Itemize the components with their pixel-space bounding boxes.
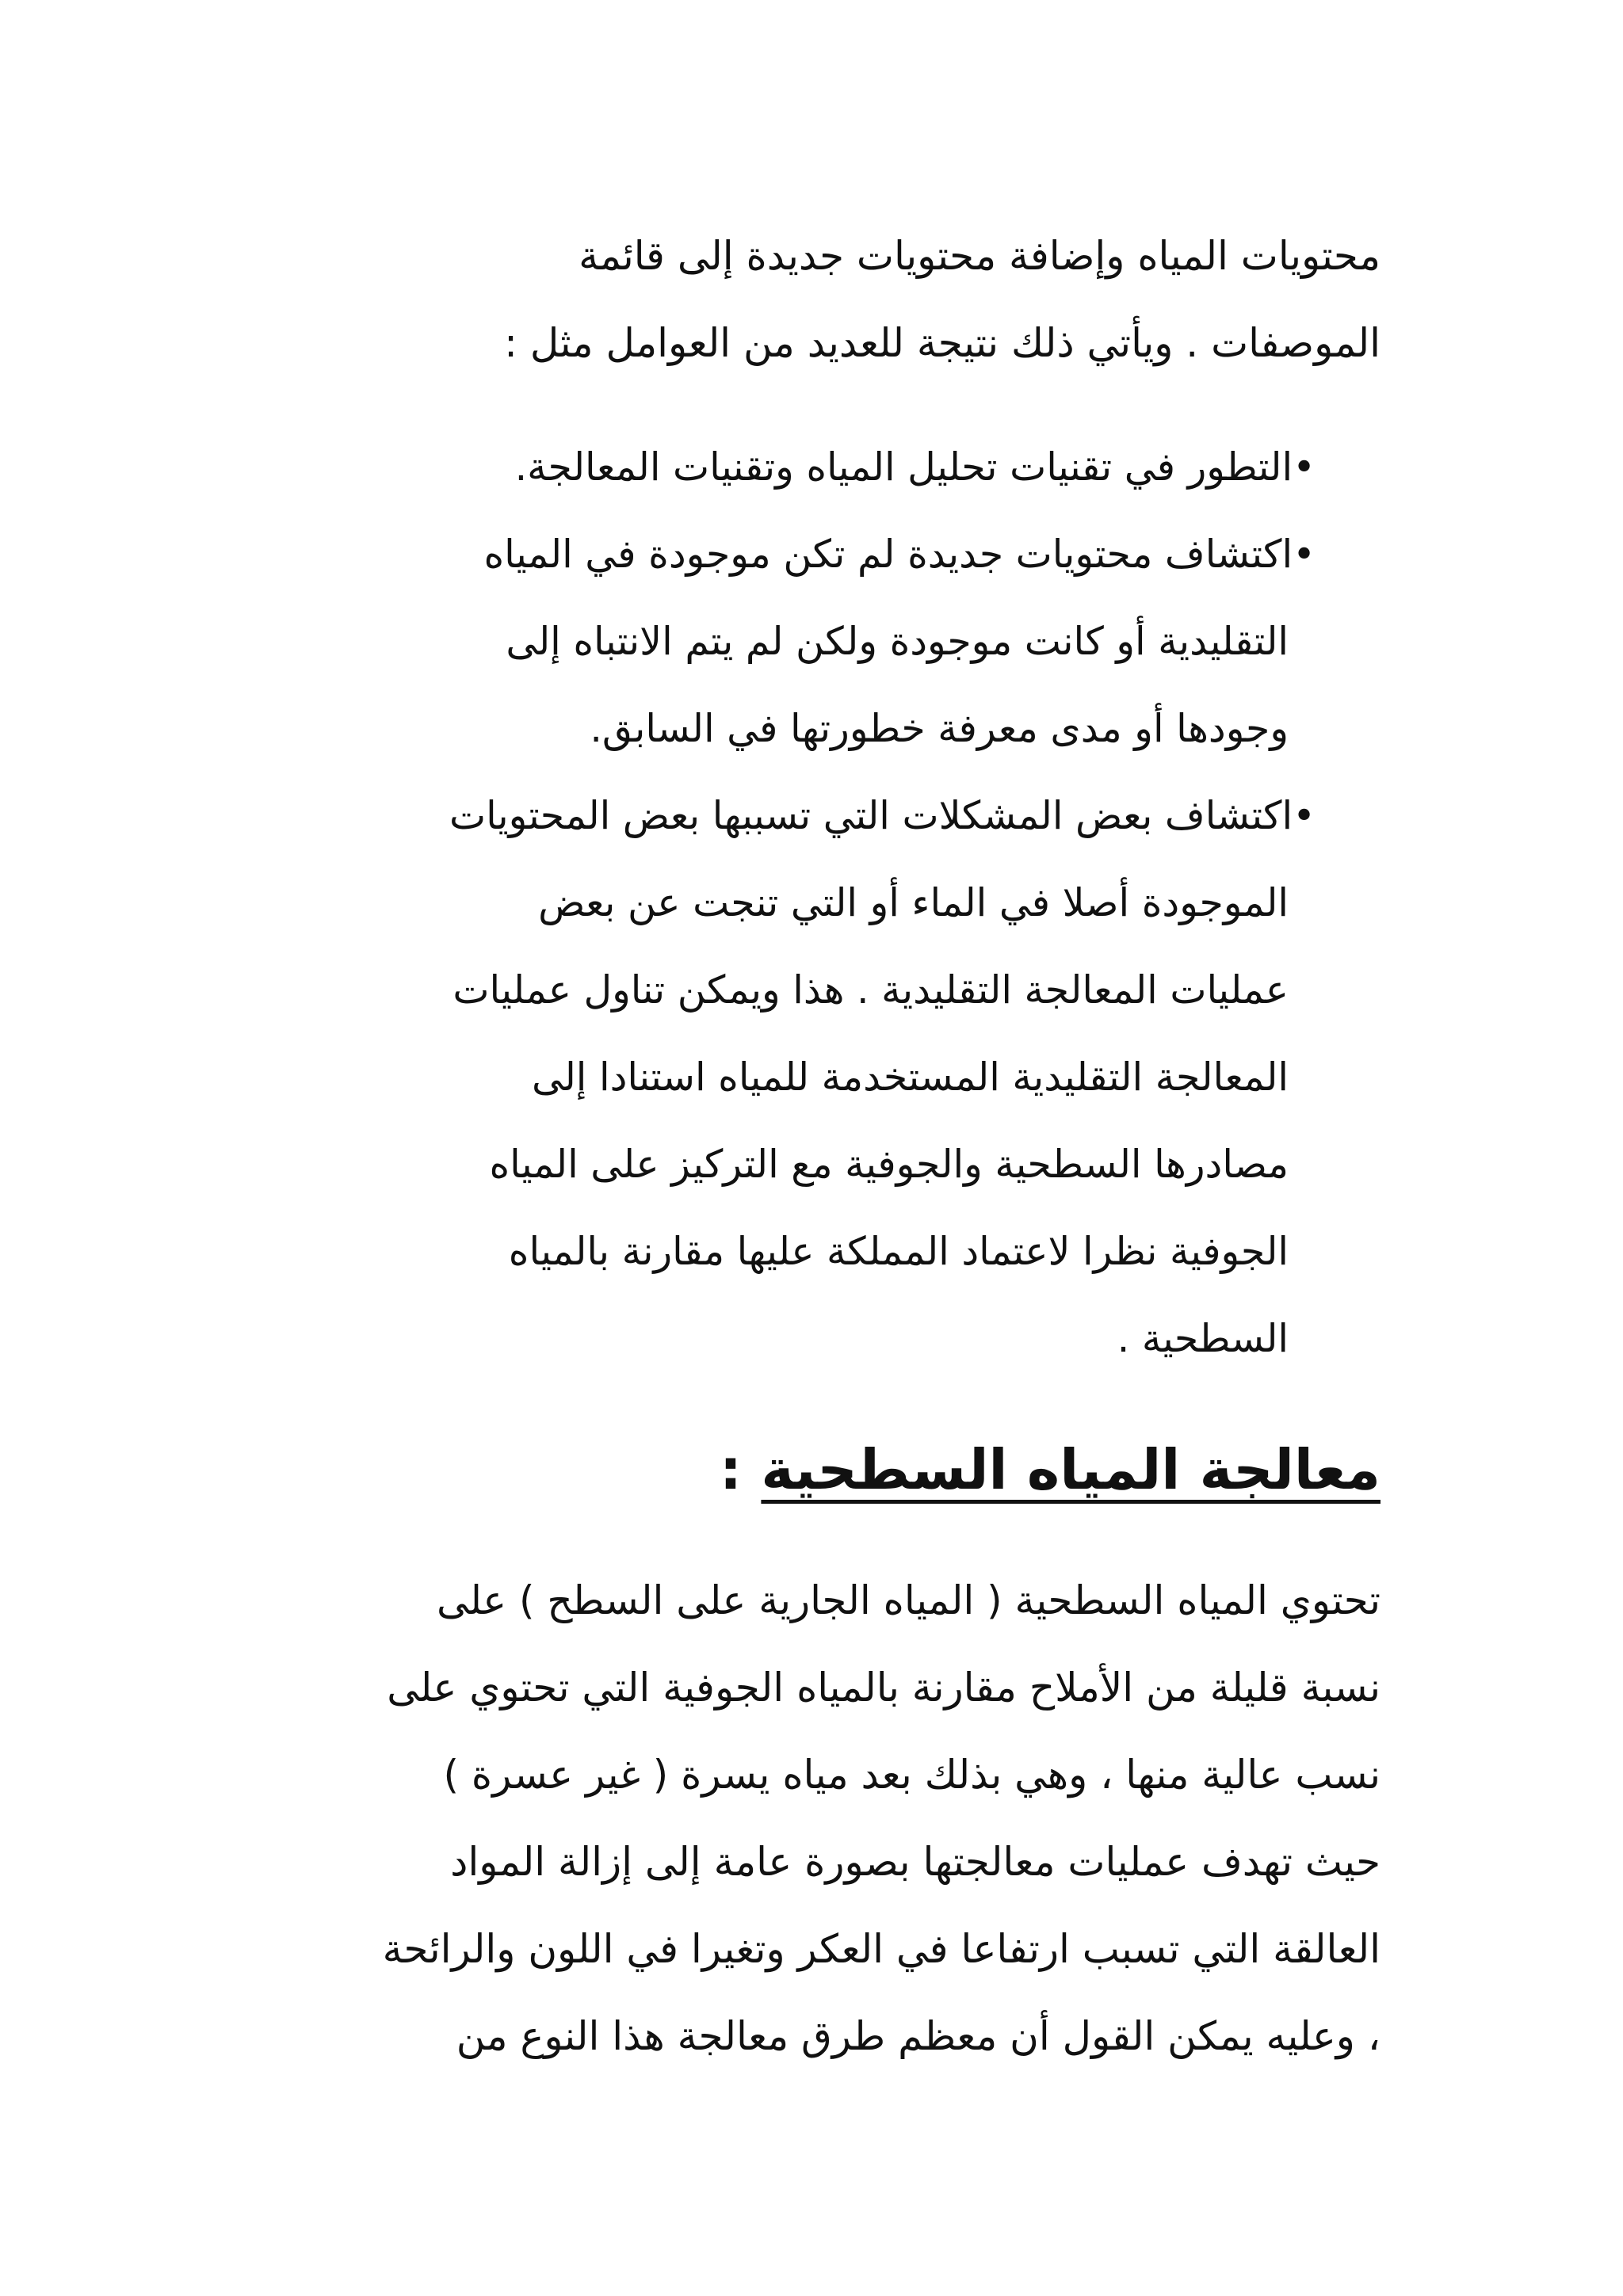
bullet-continuation: وجودها أو مدى معرفة خطورتها في السابق. bbox=[590, 706, 1289, 751]
body-line: نسبة قليلة من الأملاح مقارنة بالمياه الجوفية التي تحتوي على bbox=[387, 1665, 1381, 1711]
bullet-continuation: عمليات المعالجة التقليدية . هذا ويمكن تناول عمليات bbox=[453, 967, 1289, 1013]
bullet-continuation: الموجودة أصلا في الماء أو التي تنجت عن بعض bbox=[538, 880, 1289, 925]
bullet-continuation: السطحية . bbox=[1117, 1316, 1289, 1361]
body-line: ، وعليه يمكن القول أن معظم طرق معالجة هذا النوع من bbox=[456, 2013, 1381, 2059]
bullet-continuation: المعالجة التقليدية المستخدمة للمياه استنادا إلى bbox=[532, 1055, 1289, 1100]
section-heading-colon: : bbox=[720, 1437, 762, 1502]
body-line: تحتوي المياه السطحية ( المياه الجارية على السطح ) على bbox=[437, 1577, 1381, 1623]
bullet-continuation: التقليدية أو كانت موجودة ولكن لم يتم الانتباه إلى bbox=[506, 619, 1289, 664]
bullet-item: •التطور في تقنيات تحليل المياه وتقنيات المعالجة. bbox=[514, 444, 1316, 490]
section-heading bbox=[720, 1437, 1381, 1502]
body-line: العالقة التي تسبب ارتفاعا في العكر وتغيرا في اللون والرائحة bbox=[382, 1926, 1381, 1972]
intro-line: محتويات المياه وإضافة محتويات جديدة إلى قائمة bbox=[579, 233, 1381, 279]
section-heading-title: معالجة المياه السطحية bbox=[761, 1437, 1381, 1502]
body-line: حيث تهدف عمليات معالجتها بصورة عامة إلى إزالة المواد bbox=[450, 1839, 1381, 1885]
bullet-continuation: مصادرها السطحية والجوفية مع التركيز على المياه bbox=[489, 1142, 1289, 1187]
bullet-item: •اكتشاف محتويات جديدة لم تكن موجودة في المياه bbox=[483, 532, 1316, 577]
intro-line: الموصفات . ويأتي ذلك نتيجة للعديد من العوامل مثل : bbox=[504, 320, 1381, 366]
bullet-continuation: الجوفية نظرا لاعتماد المملكة عليها مقارنة بالمياه bbox=[508, 1229, 1289, 1274]
bullet-item: •اكتشاف بعض المشكلات التي تسببها بعض المحتويات bbox=[449, 793, 1316, 838]
body-line: نسب عالية منها ، وهي بذلك بعد مياه يسرة ( غير عسرة ) bbox=[443, 1752, 1381, 1798]
